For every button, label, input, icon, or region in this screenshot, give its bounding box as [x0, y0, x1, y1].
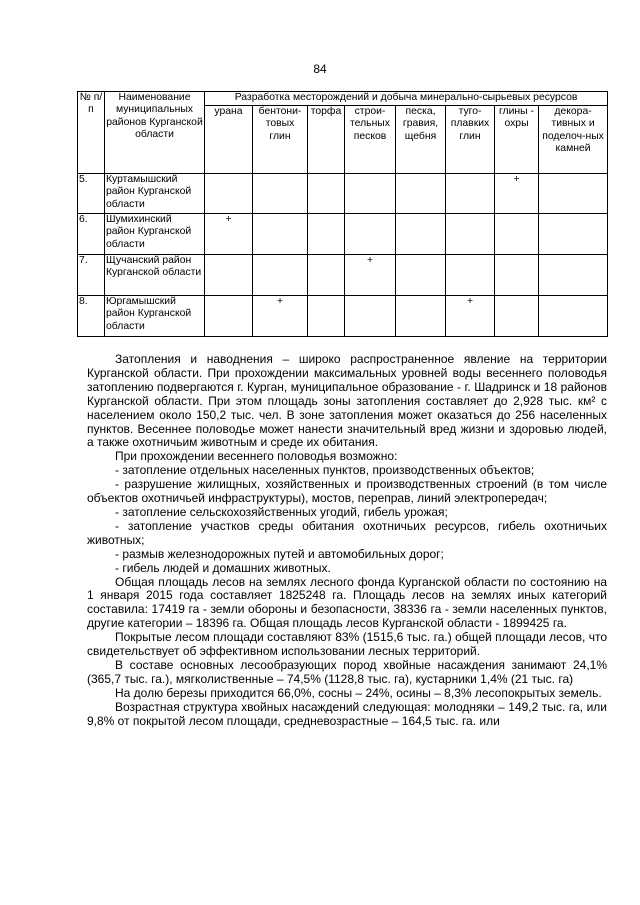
paragraph: Общая площадь лесов на землях лесного фонда Курганской области по состоянию на 1 января 2015 года составляет 1825248 га. Площадь лесов на землях иных категорий составила: 17419 га - земли обороны и безопасности, 38336 га - земли населенных пунктов, другие категории – 18396 га. Общая площадь лесов Курганской области - 1899425 га. [87, 574, 607, 631]
row-num: 8. [78, 296, 105, 337]
mark-cell [308, 255, 345, 296]
row-name: Щучанский район Курганской области [105, 255, 205, 296]
mark-cell [396, 255, 446, 296]
subheader-cell: бентони-товых глин [253, 106, 308, 174]
body-text [87, 353, 607, 728]
subheader-cell: урана [205, 106, 253, 174]
list-item: - затопление отдельных населенных пунктов, производственных объектов; [115, 463, 535, 478]
paragraph: В составе основных лесообразующих пород хвойные насаждения занимают 24,1% (365,7 тыс. га.), мягколиственные – 74,5% (1128,8 тыс. га), кустарники 1,4% (21 тыс. га) [87, 657, 607, 686]
mark-cell [495, 296, 539, 337]
header-group: Разработка месторождений и добыча минерально-сырьевых ресурсов [205, 92, 608, 106]
row-name: Шумихинский район Курганской области [105, 214, 205, 255]
resources-table [77, 91, 608, 337]
subheader-cell: торфа [308, 106, 345, 174]
subheader-cell: глины - охры [495, 106, 539, 174]
mark-cell [308, 214, 345, 255]
list-item: - гибель людей и домашних животных. [115, 560, 331, 575]
list-item: - затопление сельскохозяйственных угодий, гибель урожая; [115, 504, 448, 519]
list-item: - затопление участков среды обитания охотничьих ресурсов, гибель охотничьих животных; [87, 518, 607, 547]
subheader-cell: туго-плавких глин [446, 106, 495, 174]
mark-cell [396, 296, 446, 337]
table-row [78, 214, 608, 255]
mark-cell: + [253, 296, 308, 337]
mark-cell [205, 174, 253, 214]
paragraph: При прохождении весеннего половодья возможно: [115, 449, 398, 464]
mark-cell [539, 255, 608, 296]
mark-cell [446, 174, 495, 214]
paragraph: Затопления и наводнения – широко распространенное явление на территории Курганской области. При прохождении максимальных уровней воды весеннего половодья затоплению подвергаются г. Курган, муниципальное образование - г. Шадринск и 18 районов Курганской области. При этом площадь зоны затопления составляет до 2,928 тыс. км² с населением около 150,2 тыс. чел. В зоне затопления может оказаться до 256 населенных пунктов. Весеннее половодье может нанести значительный вред жизни и здоровью людей, а также охотничьим животным и среде их обитания. [87, 352, 607, 450]
table-row [78, 255, 608, 296]
row-num: 7. [78, 255, 105, 296]
paragraph: Покрытые лесом площади составляют 83% (1515,6 тыс. га.) общей площади лесов, что свидетельствует об эффективном использовании лесных территорий. [87, 630, 607, 659]
mark-cell [345, 296, 396, 337]
paragraph: Возрастная структура хвойных насаждений следующая: молодняки – 149,2 тыс. га, или 9,8% от покрытой лесом площади, средневозрастные – 164,5 тыс. га. или [87, 699, 607, 728]
mark-cell [345, 214, 396, 255]
row-num: 5. [78, 174, 105, 214]
mark-cell [495, 214, 539, 255]
mark-cell [446, 255, 495, 296]
subheader-cell: строи-тельных песков [345, 106, 396, 174]
page-number: 84 [313, 62, 327, 76]
mark-cell [205, 296, 253, 337]
list-item: - разрушение жилищных, хозяйственных и производственных строений (в том числе объектов охотничьей инфраструктуры), мостов, переправ, линий электропередач; [87, 477, 607, 506]
mark-cell [539, 296, 608, 337]
row-name: Куртамышский район Курганской области [105, 174, 205, 214]
mark-cell [308, 296, 345, 337]
paragraph: На долю березы приходится 66,0%, сосны – 24%, осины – 8,3% лесопокрытых земель. [115, 685, 602, 700]
mark-cell [345, 174, 396, 214]
mark-cell [539, 214, 608, 255]
mark-cell: + [446, 296, 495, 337]
mark-cell [253, 214, 308, 255]
table-row [78, 174, 608, 214]
mark-cell: + [495, 174, 539, 214]
mark-cell [495, 255, 539, 296]
subheader-cell: песка, гравия, щебня [396, 106, 446, 174]
mark-cell [396, 214, 446, 255]
mark-cell: + [205, 214, 253, 255]
mark-cell: + [345, 255, 396, 296]
subheader-cell: декора-тивных и поделоч-ных камней [539, 106, 608, 174]
header-num: № п/п [78, 92, 105, 174]
mark-cell [446, 214, 495, 255]
list-item: - размыв железнодорожных путей и автомобильных дорог; [115, 546, 444, 561]
mark-cell [205, 255, 253, 296]
mark-cell [396, 174, 446, 214]
mark-cell [253, 255, 308, 296]
mark-cell [253, 174, 308, 214]
table-row [78, 296, 608, 337]
mark-cell [308, 174, 345, 214]
header-name: Наименование муниципальных районов Курганской области [105, 92, 205, 174]
row-name: Юргамышский район Курганской области [105, 296, 205, 337]
row-num: 6. [78, 214, 105, 255]
mark-cell [539, 174, 608, 214]
